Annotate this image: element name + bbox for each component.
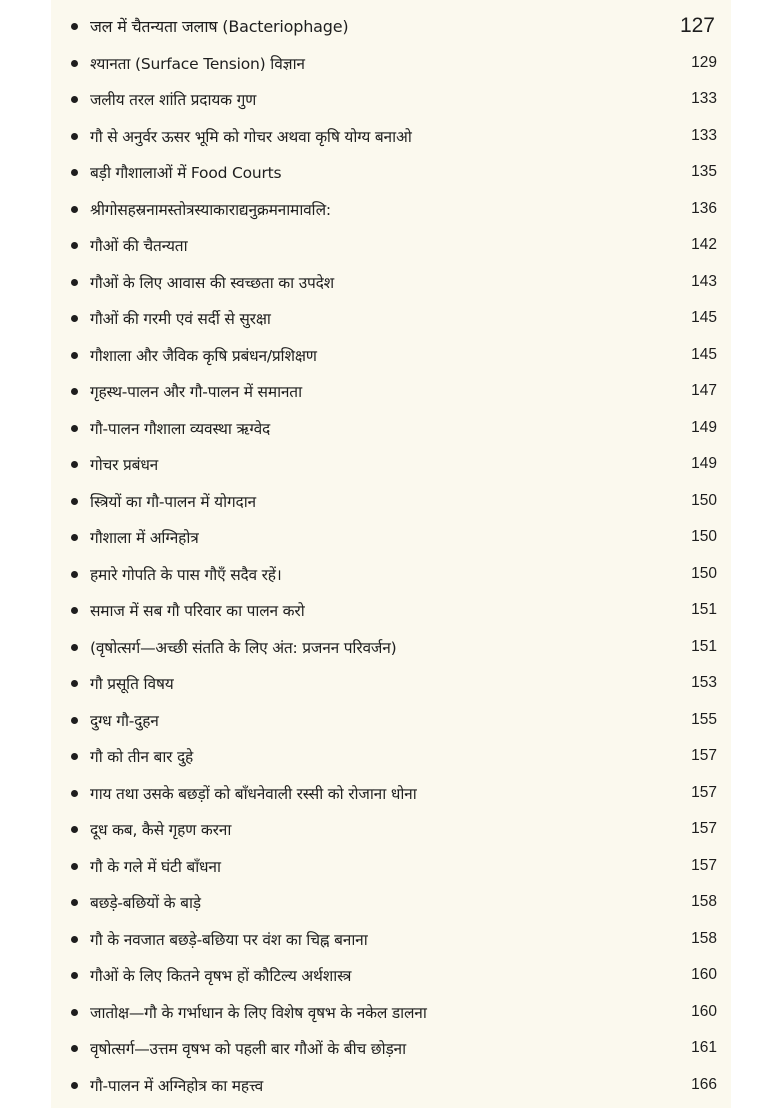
bullet-icon [71,206,78,213]
entry-page-number: 142 [691,236,717,254]
toc-entry [51,811,731,848]
entry-page-number: 147 [691,382,717,400]
entry-page-number: 127 [679,14,715,38]
toc-entry [51,118,731,155]
toc-entry [51,81,731,118]
entry-page-number: 133 [691,126,717,144]
entry-page-number: 166 [691,1075,717,1093]
entry-title: गाय तथा उसके बछड़ों को बाँधनेवाली रस्सी को रोजाना धोना [90,784,417,803]
toc-entry [51,483,731,520]
bullet-icon [71,899,78,906]
bullet-icon [71,972,78,979]
entry-title: हमारे गोपति के पास गौएँ सदैव रहें। [90,565,282,584]
bullet-icon [71,169,78,176]
entry-page-number: 155 [691,710,717,728]
bullet-icon [71,534,78,541]
toc-entry [51,373,731,410]
entry-page-number: 158 [691,929,717,947]
bullet-icon [71,644,78,651]
toc-entry [51,227,731,264]
bullet-icon [71,826,78,833]
toc-entry [51,629,731,666]
entry-title: जलीय तरल शांति प्रदायक गुण [90,91,257,110]
entry-page-number: 135 [691,163,717,181]
entry-page-number: 158 [691,893,717,911]
toc-entry [51,738,731,775]
toc-entry [51,665,731,702]
entry-title: श्यानता (Surface Tension) विज्ञान [90,54,305,73]
entry-title: दुग्ध गौ-दुहन [90,711,159,730]
bullet-icon [71,936,78,943]
bullet-icon [71,461,78,468]
entry-title: गौओं की चैतन्यता [90,237,188,256]
entry-title: स्त्रियों का गौ-पालन में योगदान [90,492,256,511]
bullet-icon [71,1082,78,1089]
toc-entry [51,8,731,45]
toc-entry [51,410,731,447]
entry-title: गौ-पालन में अग्निहोत्र का महत्त्व [90,1076,264,1095]
entry-title: गौओं के लिए आवास की स्वच्छता का उपदेश [90,273,334,292]
entry-page-number: 150 [691,564,717,582]
toc-entry [51,446,731,483]
entry-page-number: 160 [691,966,717,984]
entry-title: गौ के गले में घंटी बाँधना [90,857,221,876]
bullet-icon [71,498,78,505]
toc-entry [51,337,731,374]
entry-title: गौ से अनुर्वर ऊसर भूमि को गोचर अथवा कृषि योग्य बनाओ [90,127,412,146]
bullet-icon [71,279,78,286]
bullet-icon [71,60,78,67]
entry-page-number: 157 [691,747,717,765]
entry-title: वृषोत्सर्ग—उत्तम वृषभ को पहली बार गौओं के बीच छोड़ना [90,1040,406,1059]
entry-page-number: 150 [691,491,717,509]
entry-title: श्रीगोसहस्रनामस्तोत्रस्याकाराद्यनुक्रमनामावलि: [90,200,331,219]
bullet-icon [71,352,78,359]
entry-page-number: 160 [691,1002,717,1020]
bullet-icon [71,315,78,322]
toc-entry [51,921,731,958]
entry-title: (वृषोत्सर्ग—अच्छी संतति के लिए अंत: प्रजनन परिवर्जन) [90,638,397,657]
entry-title: गौ को तीन बार दुहे [90,748,194,767]
toc-entry [51,702,731,739]
toc-entry [51,994,731,1031]
entry-page-number: 136 [691,199,717,217]
entry-page-number: 149 [691,418,717,436]
bullet-icon [71,388,78,395]
entry-page-number: 157 [691,783,717,801]
toc-entry [51,556,731,593]
table-of-contents [51,8,731,1103]
entry-title: समाज में सब गौ परिवार का पालन करो [90,602,305,621]
bullet-icon [71,790,78,797]
entry-title: गृहस्थ-पालन और गौ-पालन में समानता [90,383,302,402]
toc-entry [51,775,731,812]
entry-page-number: 149 [691,455,717,473]
toc-entry [51,191,731,228]
bullet-icon [71,1009,78,1016]
entry-page-number: 153 [691,674,717,692]
bullet-icon [71,571,78,578]
entry-page-number: 157 [691,820,717,838]
entry-page-number: 145 [691,309,717,327]
entry-page-number: 157 [691,856,717,874]
entry-page-number: 150 [691,528,717,546]
toc-entry [51,848,731,885]
entry-title: गौशाला में अग्निहोत्र [90,529,199,548]
bullet-icon [71,753,78,760]
entry-page-number: 129 [691,53,717,71]
toc-entry [51,1030,731,1067]
entry-page-number: 161 [691,1039,717,1057]
book-page [51,0,731,1108]
bullet-icon [71,863,78,870]
bullet-icon [71,425,78,432]
bullet-icon [71,607,78,614]
bullet-icon [71,96,78,103]
toc-entry [51,884,731,921]
entry-title: गौ के नवजात बछड़े-बछिया पर वंश का चिह्न बनाना [90,930,368,949]
bullet-icon [71,133,78,140]
toc-entry [51,45,731,82]
entry-page-number: 143 [691,272,717,290]
entry-page-number: 145 [691,345,717,363]
bullet-icon [71,717,78,724]
toc-entry [51,1067,731,1104]
entry-title: गौओं के लिए कितने वृषभ हों कौटिल्य अर्थशास्त्र [90,967,352,986]
toc-entry [51,300,731,337]
entry-title: जल में चैतन्यता जलाष (Bacteriophage) [90,17,349,37]
bullet-icon [71,23,78,30]
entry-title: गौ-पालन गौशाला व्यवस्था ऋग्वेद [90,419,271,438]
entry-page-number: 151 [691,637,717,655]
entry-title: गौ प्रसूति विषय [90,675,174,694]
entry-title: गौशाला और जैविक कृषि प्रबंधन/प्रशिक्षण [90,346,317,365]
bullet-icon [71,242,78,249]
toc-entry [51,519,731,556]
entry-title: बछड़े-बछियों के बाड़े [90,894,201,913]
entry-title: दूध कब, कैसे गृहण करना [90,821,232,840]
entry-title: गौओं की गरमी एवं सर्दी से सुरक्षा [90,310,271,329]
bullet-icon [71,1045,78,1052]
toc-entry [51,154,731,191]
toc-entry [51,957,731,994]
entry-page-number: 133 [691,90,717,108]
entry-title: बड़ी गौशालाओं में Food Courts [90,164,282,183]
bullet-icon [71,680,78,687]
toc-entry [51,264,731,301]
entry-page-number: 151 [691,601,717,619]
entry-title: जातोक्ष—गौ के गर्भाधान के लिए विशेष वृषभ के नकेल डालना [90,1003,427,1022]
entry-title: गोचर प्रबंधन [90,456,159,475]
toc-entry [51,592,731,629]
